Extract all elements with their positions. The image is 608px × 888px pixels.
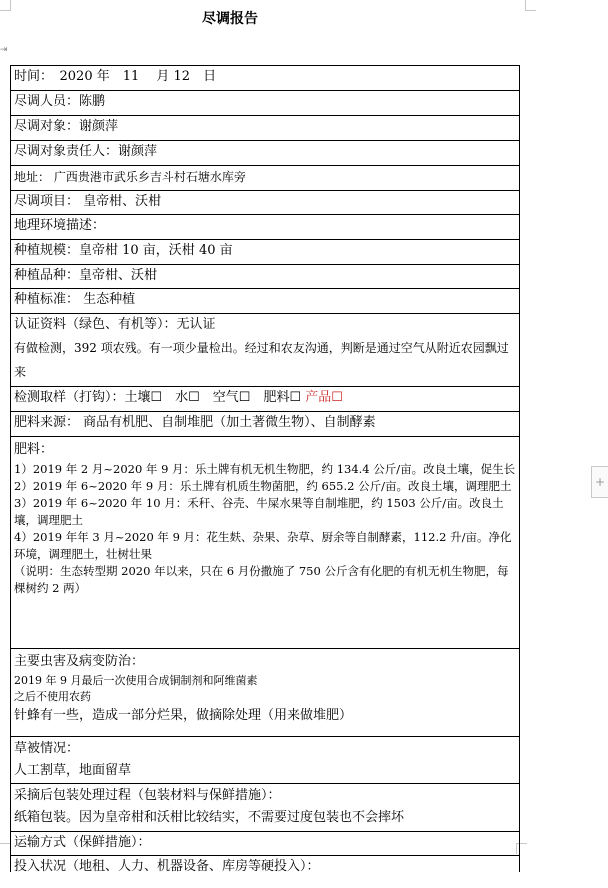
table-row-time[interactable]: 时间： 2020 年 11 月 12 日 — [11, 66, 519, 91]
table-row-responsible[interactable]: 尽调对象责任人：谢颜萍 — [11, 141, 519, 166]
table-row-target[interactable]: 尽调对象：谢颜萍 — [11, 116, 519, 141]
table-row-variety[interactable]: 种植品种：皇帝柑、沃柑 — [11, 265, 519, 289]
table-row-standard[interactable]: 种植标准： 生态种植 — [11, 289, 519, 314]
table-row-fertilizer[interactable]: 肥料： 1）2019 年 2 月~2020 年 9 月：乐土牌有机无机生物肥，约 134.4 公斤/亩。改良土壤，促生长 2）2019 年 6~2020 年 9 月：乐土牌有机质生物菌肥，约 655.2 公斤/亩。改良土壤，调理肥土 3）2019 年 6~2020 年 10 月：禾秆、谷壳、牛屎水果等自制堆肥，约 1503 公斤/亩。改良土壤，调理肥土 4）2019 年年 3 月~2020 年 9 月：花生麸、杂果、杂草、厨余等自制酵素，112.2 升/亩。净化环境，调理肥土，壮树壮果 （说明：生态转型期 2020 年以来，只在 6 月份撒施了 750 公斤含有化肥的有机无机生物肥，每棵树约 2 两） — [11, 437, 519, 649]
report-table — [10, 65, 520, 872]
table-row-project[interactable]: 尽调项目： 皇帝柑、沃柑 — [11, 191, 519, 215]
document-title: 尽调报告 — [202, 11, 258, 27]
table-row-grass[interactable]: 草被情况： 人工割草，地面留草 — [11, 737, 519, 784]
table-row-packaging[interactable]: 采摘后包装处理过程（包装材料与保鲜措施）： 纸箱包装。因为皇帝柑和沃柑比较结实，不需要过度包装也不会摔坏 — [11, 784, 519, 832]
table-row-certification[interactable]: 认证资料（绿色、有机等）：无认证 有做检测，392 项农残。有一项少量检出。经过和农友沟通，判断是通过空气从附近农园飘过来 — [11, 314, 519, 387]
list-item: 4）2019 年年 3 月~2020 年 9 月：花生麸、杂果、杂草、厨余等自制酵素，112.2 升/亩。净化环境，调理肥土，壮树壮果 — [14, 530, 512, 561]
table-row-address[interactable]: 地址： 广西贵港市武乐乡吉斗村石塘水库旁 — [11, 166, 519, 191]
table-row-staff[interactable]: 尽调人员：陈鹏 — [11, 91, 519, 116]
table-row-sampling[interactable] — [11, 387, 519, 412]
sampling-product-option[interactable]: 产品☐ — [305, 390, 343, 405]
table-row-investment[interactable]: 投入状况（地租、人力、机器设备、库房等硬投入）： — [14, 859, 320, 872]
table-row-scale[interactable]: 种植规模：皇帝柑 10 亩，沃柑 40 亩 — [11, 240, 519, 265]
list-item: （说明：生态转型期 2020 年以来，只在 6 月份撒施了 750 公斤含有化肥的有机无机生物肥，每棵树约 2 两） — [14, 564, 509, 595]
expand-panel-icon[interactable]: + — [591, 466, 608, 498]
sampling-options: 检测取样（打钩）：土壤☐ 水☐ 空气☐ 肥料☐ — [14, 390, 302, 405]
list-item: 3）2019 年 6~2020 年 10 月：禾秆、谷壳、牛屎水果等自制堆肥，约 1503 公斤/亩。改良土壤，调理肥土 — [14, 496, 504, 527]
page-corner-mark — [525, 0, 536, 11]
table-row-transport[interactable]: 运输方式（保鲜措施）： — [11, 832, 519, 856]
list-item: 1）2019 年 2 月~2020 年 9 月：乐土牌有机无机生物肥，约 134.4 公斤/亩。改良土壤，促生长 — [14, 462, 516, 476]
table-row-fertilizer-source[interactable]: 肥料来源： 商品有机肥、自制堆肥（加土著微生物）、自制酵素 — [11, 412, 519, 437]
table-move-handle-icon[interactable]: ⇥ — [0, 45, 8, 55]
table-row-environment[interactable]: 地理环境描述： — [11, 215, 519, 240]
table-row-pest[interactable]: 主要虫害及病变防治： 2019 年 9 月最后一次使用合成铜制剂和阿维菌素 之后不使用农药 针蜂有一些，造成一部分烂果，做摘除处理（用来做堆肥） — [11, 649, 519, 737]
list-item: 2）2019 年 6~2020 年 9 月：乐土牌有机质生物菌肥，约 655.2 公斤/亩。改良土壤，调理肥土 — [14, 479, 512, 493]
